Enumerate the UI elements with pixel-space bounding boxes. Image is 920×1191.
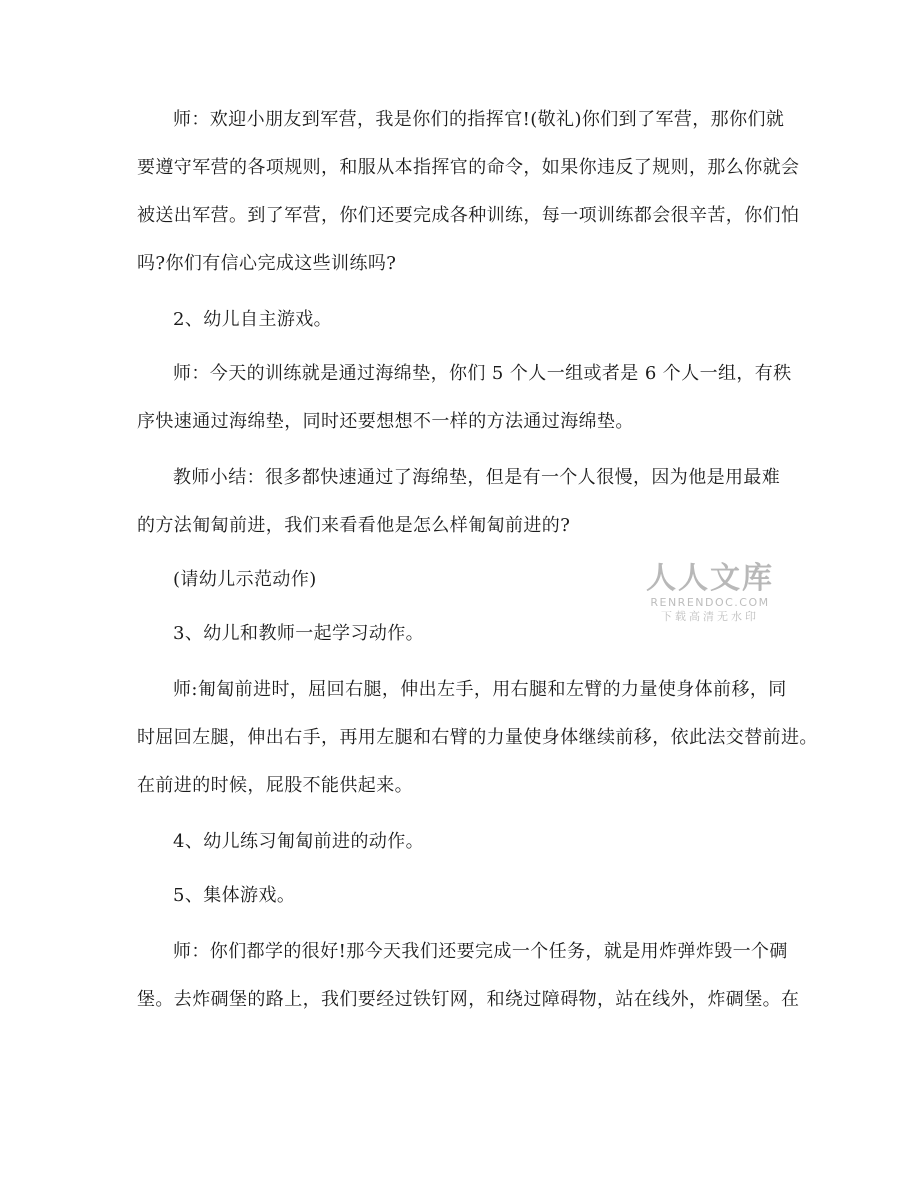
paragraph-line: 师：欢迎小朋友到军营，我是你们的指挥官!(敬礼)你们到了军营，那你们就 [173, 109, 785, 130]
paragraph-line: (请幼儿示范动作) [173, 569, 317, 590]
paragraph-line: 师：你们都学的很好!那今天我们还要完成一个任务，就是用炸弹炸毁一个碉 [173, 941, 788, 962]
section-heading: 2、幼儿自主游戏。 [173, 309, 333, 330]
watermark-note: 下载高清无水印 [661, 610, 759, 623]
section-heading: 5、集体游戏。 [173, 885, 296, 906]
paragraph-line: 师:匍匐前进时，屈回右腿，伸出左手，用右腿和左臂的力量使身体前移，同 [173, 679, 787, 700]
watermark-title: 人人文库 [646, 561, 774, 596]
watermark-site: RENRENDOC.COM [650, 596, 770, 609]
paragraph-line: 的方法匍匐前进，我们来看看他是怎么样匍匐前进的? [137, 515, 571, 536]
paragraph-line: 吗?你们有信心完成这些训练吗? [137, 253, 397, 274]
paragraph-line: 要遵守军营的各项规则，和服从本指挥官的命令，如果你违反了规则，那么你就会 [137, 157, 800, 178]
paragraph-line: 被送出军营。到了军营，你们还要完成各种训练，每一项训练都会很辛苦，你们怕 [137, 205, 800, 226]
paragraph-line: 序快速通过海绵垫，同时还要想想不一样的方法通过海绵垫。 [137, 411, 634, 432]
watermark-logo [640, 562, 780, 624]
paragraph-line: 堡。去炸碉堡的路上，我们要经过铁钉网，和绕过障碍物，站在线外，炸碉堡。在 [137, 989, 800, 1010]
section-heading: 4、幼儿练习匍匐前进的动作。 [173, 831, 425, 852]
paragraph-line: 师：今天的训练就是通过海绵垫，你们 5 个人一组或者是 6 个人一组，有秩 [173, 363, 792, 384]
section-heading: 3、幼儿和教师一起学习动作。 [173, 623, 425, 644]
paragraph-line: 时屈回左腿，伸出右手，再用左腿和右臂的力量使身体继续前移，依此法交替前进。 [137, 727, 818, 748]
paragraph-line: 在前进的时候，屁股不能供起来。 [137, 775, 413, 796]
paragraph-line: 教师小结：很多都快速通过了海绵垫，但是有一个人很慢，因为他是用最难 [173, 467, 781, 488]
